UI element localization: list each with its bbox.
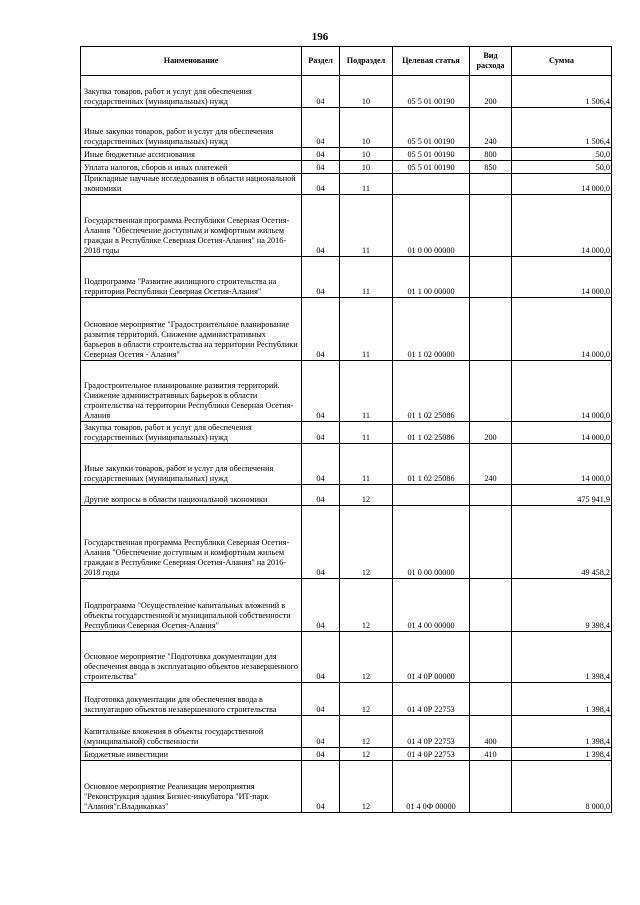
row-target: [393, 174, 470, 195]
table-row: [81, 579, 612, 632]
row-subsection: 11: [340, 195, 393, 257]
header-sum: Сумма: [512, 47, 612, 76]
row-subsection: 12: [340, 761, 393, 813]
row-name: Государственная программа Республики Северная Осетия-Алания "Обеспечение доступным и комфортным жильем граждан в Республике Северная Осетия-Алания" на 2016-2018 годы: [81, 506, 302, 579]
header-section: Раздел: [302, 47, 340, 76]
table-row: [81, 161, 612, 174]
row-section: 04: [302, 195, 340, 257]
row-section: 04: [302, 716, 340, 748]
row-target: [393, 485, 470, 506]
header-subsection: Подраздел: [340, 47, 393, 76]
row-sum: 1 398,4: [512, 632, 612, 683]
row-target: 01 0 00 00000: [393, 506, 470, 579]
row-sum: 14 000,0: [512, 298, 612, 361]
table-row: [81, 716, 612, 748]
row-name: Подпрограмма "Развитие жилищного строительства на территории Республики Северная Осетия-Алания": [81, 257, 302, 298]
table-body: [81, 76, 612, 813]
row-type: [470, 632, 512, 683]
row-section: 04: [302, 506, 340, 579]
row-target: 05 5 01 00190: [393, 108, 470, 148]
table-row: [81, 444, 612, 485]
table-row: [81, 422, 612, 444]
table-row: [81, 632, 612, 683]
row-section: 04: [302, 148, 340, 161]
table-row: [81, 506, 612, 579]
table-row: [81, 108, 612, 148]
row-sum: 14 000,0: [512, 361, 612, 422]
row-sum: 9 398,4: [512, 579, 612, 632]
row-type: 200: [470, 422, 512, 444]
row-subsection: 10: [340, 108, 393, 148]
row-section: 04: [302, 485, 340, 506]
row-name: Иные закупки товаров, работ и услуг для обеспечения государственных (муниципальных) нужд: [81, 444, 302, 485]
row-sum: 14 000,0: [512, 422, 612, 444]
row-subsection: 11: [340, 298, 393, 361]
row-name: Бюджетные инвестиции: [81, 748, 302, 761]
row-sum: 14 000,0: [512, 257, 612, 298]
row-subsection: 12: [340, 632, 393, 683]
table-row: [81, 748, 612, 761]
table-row: [81, 298, 612, 361]
row-type: [470, 298, 512, 361]
row-type: 200: [470, 76, 512, 108]
header-name: Наименование: [81, 47, 302, 76]
row-section: 04: [302, 579, 340, 632]
row-target: 01 1 02 25086: [393, 422, 470, 444]
row-subsection: 11: [340, 257, 393, 298]
row-subsection: 10: [340, 148, 393, 161]
row-subsection: 11: [340, 361, 393, 422]
row-section: 04: [302, 632, 340, 683]
table-header-row: [81, 47, 612, 76]
row-sum: 1 506,4: [512, 76, 612, 108]
row-type: [470, 683, 512, 716]
table-row: [81, 361, 612, 422]
row-name: Иные закупки товаров, работ и услуг для обеспечения государственных (муниципальных) нужд: [81, 108, 302, 148]
row-target: 05 5 01 00190: [393, 76, 470, 108]
row-type: 410: [470, 748, 512, 761]
row-sum: 14 000,0: [512, 444, 612, 485]
table-row: [81, 76, 612, 108]
row-type: [470, 506, 512, 579]
row-section: 04: [302, 108, 340, 148]
row-type: 240: [470, 108, 512, 148]
table-row: [81, 257, 612, 298]
row-section: 04: [302, 76, 340, 108]
row-target: 01 1 02 25086: [393, 361, 470, 422]
row-subsection: 11: [340, 174, 393, 195]
row-sum: 50,0: [512, 148, 612, 161]
row-type: [470, 174, 512, 195]
row-target: 01 4 0Р 22753: [393, 683, 470, 716]
row-name: Основное мероприятие Реализация мероприятия "Реконструкция здания Бизнес-инкубатора "ИТ-парк "Алания"г.Владикавказ": [81, 761, 302, 813]
row-subsection: 12: [340, 748, 393, 761]
row-name: Другие вопросы в области национальной экономики: [81, 485, 302, 506]
row-target: 01 1 02 00000: [393, 298, 470, 361]
row-name: Градостроительное планирование развития территорий. Снижение административных барьеров в области строительства на территории Республики Северная Осетия-Алания: [81, 361, 302, 422]
row-type: [470, 361, 512, 422]
row-name: Основное мероприятие "Подготовка документации для обеспечения ввода в эксплуатацию объектов незавершенного строительства": [81, 632, 302, 683]
budget-table: [80, 46, 612, 813]
row-type: [470, 195, 512, 257]
header-target: Целевая статья: [393, 47, 470, 76]
table-row: [81, 683, 612, 716]
page-number: 196: [311, 31, 329, 43]
row-sum: 1 398,4: [512, 748, 612, 761]
row-target: 05 5 01 00190: [393, 161, 470, 174]
row-target: 01 4 0Р 22753: [393, 748, 470, 761]
row-target: 01 1 02 25086: [393, 444, 470, 485]
row-sum: 1 398,4: [512, 716, 612, 748]
row-subsection: 12: [340, 716, 393, 748]
row-name: Государственная программа Республики Северная Осетия-Алания "Обеспечение доступным и комфортным жильем граждан в Республике Северная Осетия-Алания" на 2016-2018 годы: [81, 195, 302, 257]
row-subsection: 11: [340, 444, 393, 485]
row-target: 01 4 0Р 22753: [393, 716, 470, 748]
row-subsection: 10: [340, 161, 393, 174]
row-section: 04: [302, 361, 340, 422]
row-name: Закупка товаров, работ и услуг для обеспечения государственных (муниципальных) нужд: [81, 422, 302, 444]
row-name: Капитальные вложения в объекты государственной (муниципальной) собственности: [81, 716, 302, 748]
row-sum: 1 506,4: [512, 108, 612, 148]
row-type: 800: [470, 148, 512, 161]
row-target: 05 5 01 00190: [393, 148, 470, 161]
row-sum: 14 000,0: [512, 174, 612, 195]
row-type: 400: [470, 716, 512, 748]
row-type: [470, 257, 512, 298]
row-name: Подготовка документации для обеспечения ввода в эксплуатацию объектов незавершенного строительства: [81, 683, 302, 716]
row-sum: 8 000,0: [512, 761, 612, 813]
row-section: 04: [302, 257, 340, 298]
row-subsection: 10: [340, 76, 393, 108]
row-subsection: 12: [340, 683, 393, 716]
row-section: 04: [302, 298, 340, 361]
row-target: 01 1 00 00000: [393, 257, 470, 298]
header-type: Вид расхода: [470, 47, 512, 76]
table-row: [81, 195, 612, 257]
row-name: Подпрограмма "Осуществление капитальных вложений в объекты государственной и муниципальной собственности Республики Северная Осетия-Алания": [81, 579, 302, 632]
row-name: Иные бюджетные ассигнования: [81, 148, 302, 161]
row-name: Закупка товаров, работ и услуг для обеспечения государственных (муниципальных) нужд: [81, 76, 302, 108]
row-section: 04: [302, 422, 340, 444]
row-name: Основное мероприятие "Градостроительное планирование развития территорий. Снижение административных барьеров в области строительства на территории Республики Северная Осетия - Алания": [81, 298, 302, 361]
row-sum: 14 000,0: [512, 195, 612, 257]
row-type: [470, 761, 512, 813]
row-type: 850: [470, 161, 512, 174]
row-subsection: 12: [340, 506, 393, 579]
row-sum: 50,0: [512, 161, 612, 174]
row-target: 01 4 0Р 00000: [393, 632, 470, 683]
table-row: [81, 761, 612, 813]
table-row: [81, 485, 612, 506]
table-row: [81, 174, 612, 195]
row-section: 04: [302, 748, 340, 761]
row-section: 04: [302, 683, 340, 716]
row-subsection: 12: [340, 485, 393, 506]
row-sum: 475 941,9: [512, 485, 612, 506]
row-section: 04: [302, 161, 340, 174]
row-subsection: 11: [340, 422, 393, 444]
row-sum: 1 398,4: [512, 683, 612, 716]
row-type: 240: [470, 444, 512, 485]
row-section: 04: [302, 444, 340, 485]
row-target: 01 4 0Ф 00000: [393, 761, 470, 813]
table-row: [81, 148, 612, 161]
row-section: 04: [302, 174, 340, 195]
row-section: 04: [302, 761, 340, 813]
row-target: 01 4 00 00000: [393, 579, 470, 632]
row-sum: 49 458,2: [512, 506, 612, 579]
row-type: [470, 579, 512, 632]
row-target: 01 0 00 00000: [393, 195, 470, 257]
row-name: Уплата налогов, сборов и иных платежей: [81, 161, 302, 174]
row-name: Прикладные научные исследования в области национальной экономики: [81, 174, 302, 195]
row-subsection: 12: [340, 579, 393, 632]
row-type: [470, 485, 512, 506]
